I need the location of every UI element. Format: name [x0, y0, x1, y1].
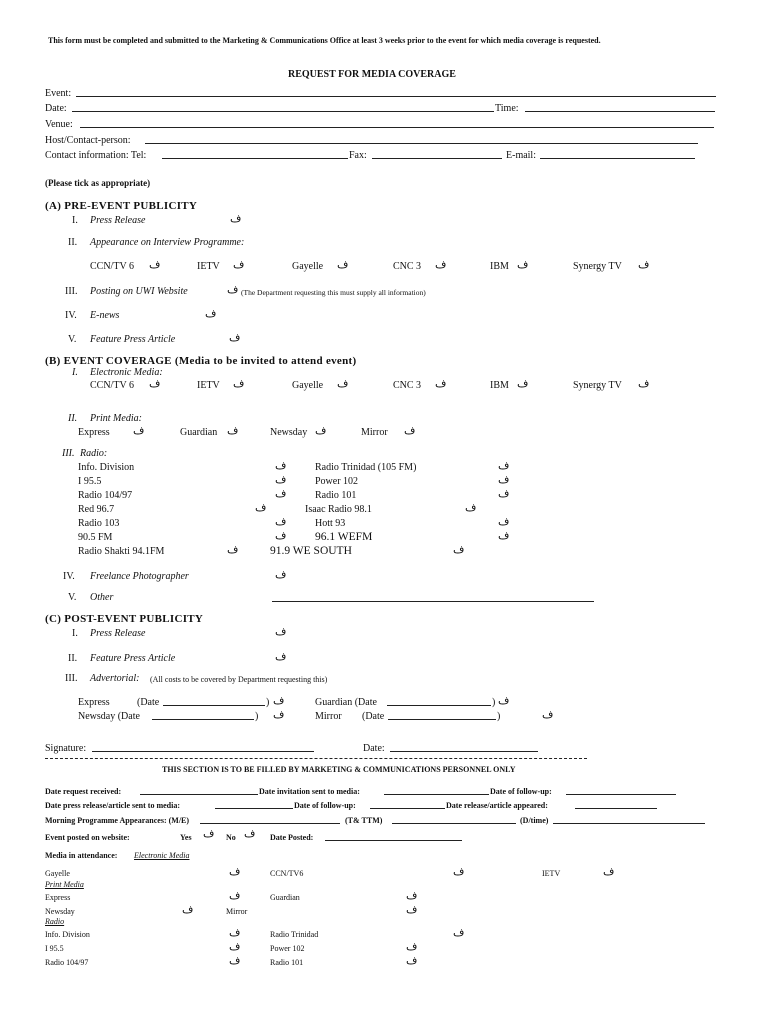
- b-station-5: IBM: [490, 380, 509, 391]
- adv-express-date-field[interactable]: [163, 705, 265, 706]
- radio-right-7-checkbox[interactable]: ف: [453, 543, 465, 556]
- a-station-6-checkbox[interactable]: ف: [638, 258, 650, 271]
- b-station-3: Gayelle: [292, 380, 324, 391]
- radio-right-1-checkbox[interactable]: ف: [498, 459, 510, 472]
- a-item-4-label: E-news: [90, 310, 120, 321]
- a-item-1-num: I.: [72, 215, 78, 226]
- a-station-4: CNC 3: [393, 261, 422, 272]
- a-item-5-num: V.: [68, 334, 77, 345]
- p-radio-trinidad-checkbox[interactable]: ف: [453, 926, 465, 939]
- p-r104: Radio 104/97: [45, 958, 89, 967]
- radio-left-2-checkbox[interactable]: ف: [275, 473, 287, 486]
- b-print-2: Guardian: [180, 427, 218, 438]
- radio-right-4-checkbox[interactable]: ف: [465, 501, 477, 514]
- posted-no-checkbox[interactable]: ف: [244, 827, 256, 840]
- date-invitation-field[interactable]: [384, 794, 489, 795]
- radio-right-3-checkbox[interactable]: ف: [498, 487, 510, 500]
- p-express-checkbox[interactable]: ف: [229, 889, 241, 902]
- a-station-5: IBM: [490, 261, 509, 272]
- date-release-label: Date release/article appeared:: [446, 801, 548, 810]
- p-r104-checkbox[interactable]: ف: [229, 954, 241, 967]
- b-print-1-checkbox[interactable]: ف: [133, 424, 145, 437]
- p-mirror-checkbox[interactable]: ف: [406, 903, 418, 916]
- p-r101-checkbox[interactable]: ف: [406, 954, 418, 967]
- a-item-1-label: Press Release: [90, 215, 146, 226]
- b-electronic-num: I.: [72, 367, 78, 378]
- adv-newsday-checkbox[interactable]: ف: [273, 708, 285, 721]
- date-followup2-label: Date of follow-up:: [294, 801, 356, 810]
- radio-left-4: Red 96.7: [78, 504, 115, 515]
- b-station-1-checkbox[interactable]: ف: [149, 377, 161, 390]
- p-ietv-checkbox[interactable]: ف: [603, 865, 615, 878]
- radio-left-1-checkbox[interactable]: ف: [275, 459, 287, 472]
- signature-date-label: Date:: [363, 743, 385, 754]
- posted-yes-label: Yes: [180, 833, 192, 842]
- b-other-label: Other: [90, 592, 114, 603]
- b-radio-label: Radio:: [80, 448, 108, 459]
- email-label: E-mail:: [506, 150, 536, 161]
- b-station-3-checkbox[interactable]: ف: [337, 377, 349, 390]
- c-advertorial-note: (All costs to be covered by Department requesting this): [150, 675, 328, 684]
- a-press-release-checkbox[interactable]: ف: [230, 212, 242, 225]
- radio-right-5-checkbox[interactable]: ف: [498, 515, 510, 528]
- adv-guardian: Guardian (Date: [315, 697, 377, 708]
- a-station-2: IETV: [197, 261, 220, 272]
- adv-newsday-date-field[interactable]: [152, 719, 254, 720]
- c-item-1-label: Press Release: [90, 628, 146, 639]
- p-gayelle: Gayelle: [45, 869, 70, 878]
- b-station-1: CCN/TV 6: [90, 380, 134, 391]
- personnel-title: THIS SECTION IS TO BE FILLED BY MARKETING & COMMUNICATIONS PERSONNEL ONLY: [162, 765, 516, 774]
- p-newsday-checkbox[interactable]: ف: [182, 903, 194, 916]
- b-print-num: II.: [68, 413, 78, 424]
- posted-yes-checkbox[interactable]: ف: [203, 827, 215, 840]
- c-item-3-num: III.: [65, 673, 78, 684]
- section-a-title: (A) PRE-EVENT PUBLICITY: [45, 200, 198, 212]
- p-ccn: CCN/TV6: [270, 869, 304, 878]
- p-mirror: Mirror: [226, 907, 248, 916]
- p-ietv: IETV: [542, 869, 561, 878]
- fax-label: Fax:: [349, 150, 367, 161]
- date-invitation-label: Date invitation sent to media:: [259, 787, 360, 796]
- radio-right-6: 96.1 WEFM: [315, 531, 373, 543]
- b-print-4-checkbox[interactable]: ف: [404, 424, 416, 437]
- c-item-2-label: Feature Press Article: [90, 653, 176, 664]
- date-followup-label: Date of follow-up:: [490, 787, 552, 796]
- section-b-title: (B) EVENT COVERAGE (Media to be invited to attend event): [45, 355, 357, 367]
- p-newsday: Newsday: [45, 907, 75, 916]
- date-followup-field[interactable]: [566, 794, 676, 795]
- radio-right-5: Hott 93: [315, 518, 346, 529]
- other-field[interactable]: [272, 601, 594, 602]
- adv-express-checkbox[interactable]: ف: [273, 694, 285, 707]
- c-item-3-label: Advertorial:: [90, 673, 140, 684]
- date-label: Date:: [45, 103, 67, 114]
- morning-field[interactable]: [200, 823, 340, 824]
- tick-note: (Please tick as appropriate): [45, 178, 151, 188]
- radio-left-5-checkbox[interactable]: ف: [275, 515, 287, 528]
- a-station-2-checkbox[interactable]: ف: [233, 258, 245, 271]
- radio-left-6-checkbox[interactable]: ف: [275, 529, 287, 542]
- b-station-2: IETV: [197, 380, 220, 391]
- tt-label: (T& TTM): [345, 816, 383, 825]
- b-station-5-checkbox[interactable]: ف: [517, 377, 529, 390]
- adv-express: Express: [78, 697, 110, 708]
- venue-label: Venue:: [45, 119, 73, 130]
- b-print-2-checkbox[interactable]: ف: [227, 424, 239, 437]
- adv-guardian-date-field[interactable]: [387, 705, 491, 706]
- signature-label: Signature:: [45, 743, 87, 754]
- a-station-6: Synergy TV: [573, 261, 622, 272]
- radio-right-2: Power 102: [315, 476, 359, 487]
- b-station-4-checkbox[interactable]: ف: [435, 377, 447, 390]
- p-guardian-checkbox[interactable]: ف: [406, 889, 418, 902]
- posted-label: Event posted on website:: [45, 833, 130, 842]
- date-field[interactable]: [72, 111, 494, 112]
- b-freelance-num: IV.: [63, 571, 75, 582]
- b-radio-num: III.: [62, 448, 75, 459]
- radio-left-2: I 95.5: [78, 476, 102, 487]
- date-request-field[interactable]: [140, 794, 258, 795]
- posted-no-label: No: [226, 833, 236, 842]
- venue-field[interactable]: [80, 127, 714, 128]
- radio-left-6: 90.5 FM: [78, 532, 113, 543]
- a-item-4-num: IV.: [65, 310, 77, 321]
- adv-guardian-close: ): [492, 697, 496, 708]
- radio-right-3: Radio 101: [315, 490, 357, 501]
- signature-date-field[interactable]: [390, 751, 538, 752]
- p-info-checkbox[interactable]: ف: [229, 926, 241, 939]
- b-freelance-label: Freelance Photographer: [90, 571, 189, 582]
- b-station-4: CNC 3: [393, 380, 422, 391]
- dtime-field[interactable]: [553, 823, 705, 824]
- intro-text: This form must be completed and submitted to the Marketing & Communications Office at least 3 weeks prior to the event for which media coverage is requested.: [48, 36, 601, 45]
- adv-newsday: Newsday (Date: [78, 711, 140, 722]
- b-station-6-checkbox[interactable]: ف: [638, 377, 650, 390]
- electronic-media-heading: Electronic Media: [134, 851, 190, 860]
- date-release-field[interactable]: [575, 808, 657, 809]
- c-press-release-checkbox[interactable]: ف: [275, 625, 287, 638]
- p-r101: Radio 101: [270, 958, 304, 967]
- adv-mirror-close: ): [497, 711, 501, 722]
- p-guardian: Guardian: [270, 893, 300, 902]
- p-i955-checkbox[interactable]: ف: [229, 940, 241, 953]
- adv-mirror-date-field[interactable]: [388, 719, 496, 720]
- date-request-label: Date request received:: [45, 787, 122, 796]
- b-electronic-label: Electronic Media:: [90, 367, 163, 378]
- p-express: Express: [45, 893, 71, 902]
- radio-right-4: Isaac Radio 98.1: [305, 504, 372, 515]
- a-feature-checkbox[interactable]: ف: [229, 331, 241, 344]
- date-press-field[interactable]: [215, 808, 293, 809]
- a-item-3-num: III.: [65, 286, 78, 297]
- radio-left-5: Radio 103: [78, 518, 120, 529]
- adv-mirror: Mirror: [315, 711, 342, 722]
- tel-field[interactable]: [162, 158, 348, 159]
- signature-field[interactable]: [92, 751, 314, 752]
- time-field[interactable]: [525, 111, 715, 112]
- p-i955: I 95.5: [45, 944, 64, 953]
- a-station-4-checkbox[interactable]: ف: [435, 258, 447, 271]
- a-website-note: (The Department requesting this must supply all information): [241, 288, 426, 297]
- a-item-2-label: Appearance on Interview Programme:: [90, 237, 245, 248]
- b-freelance-checkbox[interactable]: ف: [275, 568, 287, 581]
- adv-express-close: ): [266, 697, 270, 708]
- adv-mirror-date-open: (Date: [362, 711, 385, 722]
- event-field[interactable]: [76, 96, 716, 97]
- adv-newsday-close: ): [255, 711, 259, 722]
- radio-left-4-checkbox[interactable]: ف: [255, 501, 267, 514]
- a-station-3: Gayelle: [292, 261, 324, 272]
- morning-label: Morning Programme Appearances: (M/E): [45, 816, 190, 825]
- b-print-3-checkbox[interactable]: ف: [315, 424, 327, 437]
- a-station-3-checkbox[interactable]: ف: [337, 258, 349, 271]
- radio-left-3: Radio 104/97: [78, 490, 133, 501]
- p-radio-trinidad: Radio Trinidad: [270, 930, 319, 939]
- media-attendance-label: Media in attendance:: [45, 851, 118, 860]
- radio-right-7: 91.9 WE SOUTH: [270, 545, 352, 557]
- host-field[interactable]: [145, 143, 698, 144]
- radio-left-3-checkbox[interactable]: ف: [275, 487, 287, 500]
- a-item-5-label: Feature Press Article: [90, 334, 176, 345]
- fax-field[interactable]: [372, 158, 502, 159]
- radio-heading: Radio: [45, 917, 65, 926]
- a-station-1-checkbox[interactable]: ف: [149, 258, 161, 271]
- a-item-2-num: II.: [68, 237, 78, 248]
- contact-tel-label: Contact information: Tel:: [45, 150, 147, 161]
- radio-left-7-checkbox[interactable]: ف: [227, 543, 239, 556]
- date-press-label: Date press release/article sent to media:: [45, 801, 180, 810]
- b-station-6: Synergy TV: [573, 380, 622, 391]
- tt-field[interactable]: [392, 823, 516, 824]
- form-title: REQUEST FOR MEDIA COVERAGE: [288, 69, 456, 80]
- a-item-3-label: Posting on UWI Website: [90, 286, 188, 297]
- c-item-1-num: I.: [72, 628, 78, 639]
- b-station-2-checkbox[interactable]: ف: [233, 377, 245, 390]
- a-station-5-checkbox[interactable]: ف: [517, 258, 529, 271]
- c-item-2-num: II.: [68, 653, 78, 664]
- host-label: Host/Contact-person:: [45, 135, 131, 146]
- c-feature-checkbox[interactable]: ف: [275, 650, 287, 663]
- a-station-1: CCN/TV 6: [90, 261, 134, 272]
- event-label: Event:: [45, 88, 72, 99]
- a-enews-checkbox[interactable]: ف: [205, 307, 217, 320]
- radio-left-7: Radio Shakti 94.1FM: [78, 546, 165, 557]
- cut-line: [45, 758, 587, 759]
- radio-right-1: Radio Trinidad (105 FM): [315, 462, 417, 473]
- dtime-label: (D/time): [520, 816, 549, 825]
- radio-right-2-checkbox[interactable]: ف: [498, 473, 510, 486]
- b-print-3: Newsday: [270, 427, 308, 438]
- adv-express-date-open: (Date: [137, 697, 160, 708]
- adv-guardian-checkbox[interactable]: ف: [498, 694, 510, 707]
- date-followup2-field[interactable]: [370, 808, 445, 809]
- date-posted-label: Date Posted:: [270, 833, 314, 842]
- radio-left-1: Info. Division: [78, 462, 135, 473]
- email-field[interactable]: [540, 158, 695, 159]
- adv-mirror-checkbox[interactable]: ف: [542, 708, 554, 721]
- b-print-1: Express: [78, 427, 110, 438]
- b-print-label: Print Media:: [90, 413, 142, 424]
- p-info: Info. Division: [45, 930, 90, 939]
- b-other-num: V.: [68, 592, 77, 603]
- radio-right-6-checkbox[interactable]: ف: [498, 529, 510, 542]
- b-print-4: Mirror: [361, 427, 388, 438]
- date-posted-field[interactable]: [325, 840, 462, 841]
- time-label: Time:: [495, 103, 519, 114]
- section-c-title: (C) POST-EVENT PUBLICITY: [45, 613, 204, 625]
- a-website-checkbox[interactable]: ف: [227, 283, 239, 296]
- p-ccn-checkbox[interactable]: ف: [453, 865, 465, 878]
- p-power: Power 102: [270, 944, 305, 953]
- p-power-checkbox[interactable]: ف: [406, 940, 418, 953]
- p-gayelle-checkbox[interactable]: ف: [229, 865, 241, 878]
- print-media-heading: Print Media: [45, 880, 84, 889]
